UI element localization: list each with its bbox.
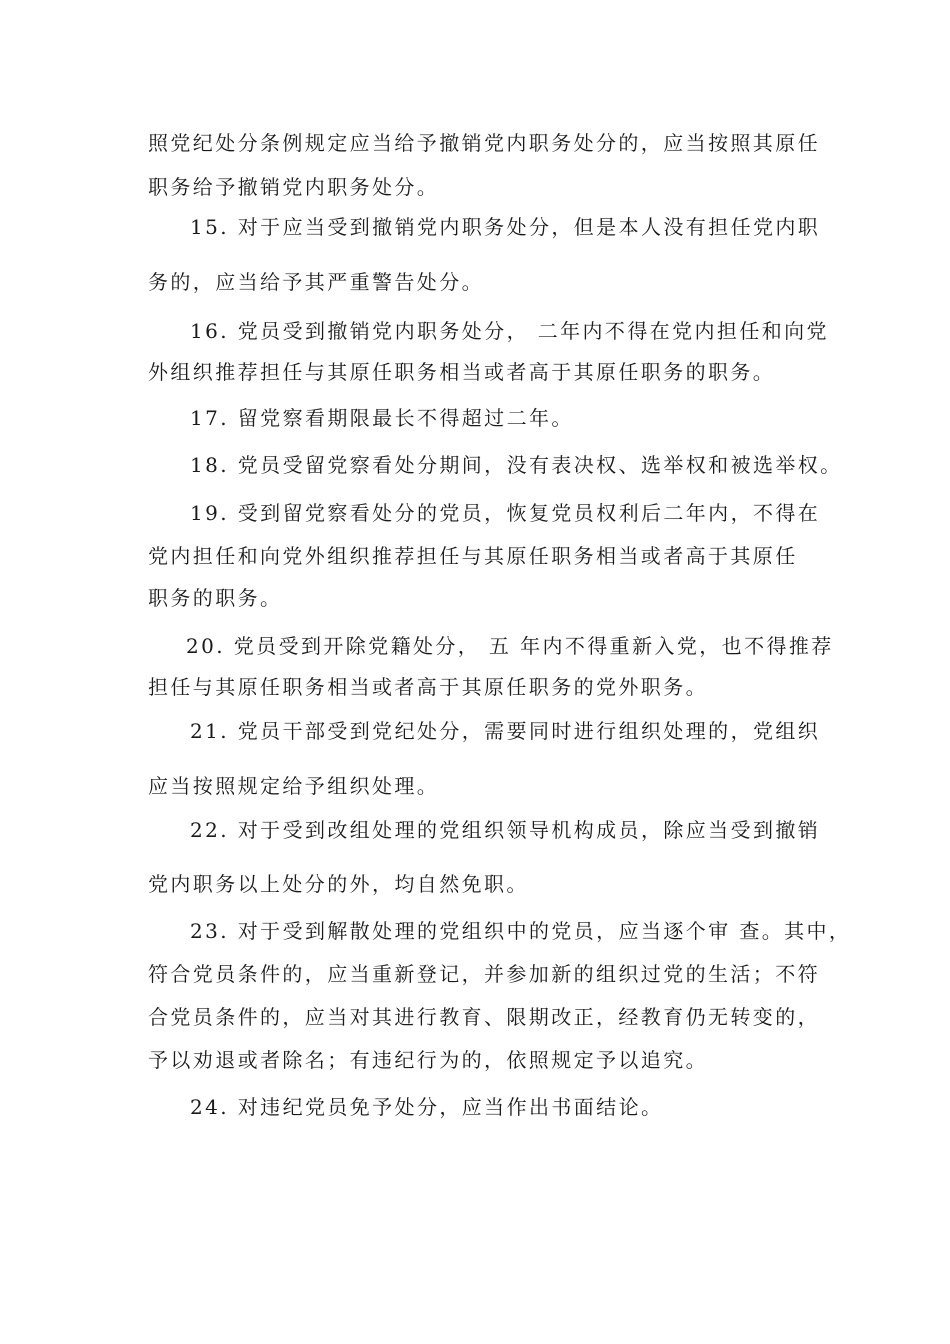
list-item-23: 23. 对于受到解散处理的党组织中的党员，应当逐个审 查。其中， (190, 919, 852, 943)
text-line: 照党纪处分条例规定应当给予撤销党内职务处分的，应当按照其原任 (148, 131, 820, 155)
text-line: 应当按照规定给予组织处理。 (148, 774, 440, 798)
text-line: 合党员条件的，应当对其进行教育、限期改正，经教育仍无转变的， (148, 1005, 820, 1029)
text-line: 职务的职务。 (148, 586, 283, 610)
text-line: 党内职务以上处分的外，均自然免职。 (148, 872, 529, 896)
list-item-17: 17. 留党察看期限最长不得超过二年。 (190, 406, 574, 430)
list-item-21: 21. 党员干部受到党纪处分，需要同时进行组织处理的，党组织 (190, 719, 821, 743)
text-line: 党内担任和向党外组织推荐担任与其原任职务相当或者高于其原任 (148, 544, 798, 568)
list-item-16: 16. 党员受到撤销党内职务处分， 二年内不得在党内担任和向党 (190, 319, 829, 343)
list-item-22: 22. 对于受到改组处理的党组织领导机构成员，除应当受到撤销 (190, 818, 821, 842)
list-item-15: 15. 对于应当受到撤销党内职务处分，但是本人没有担任党内职 (190, 215, 821, 239)
text-line: 予以劝退或者除名；有违纪行为的，依照规定予以追究。 (148, 1048, 708, 1072)
text-line: 符合党员条件的，应当重新登记，并参加新的组织过党的生活；不符 (148, 962, 820, 986)
text-line: 外组织推荐担任与其原任职务相当或者高于其原任职务的职务。 (148, 360, 776, 384)
list-item-19: 19. 受到留党察看处分的党员，恢复党员权利后二年内，不得在 (190, 501, 821, 525)
list-item-24: 24. 对违纪党员免予处分，应当作出书面结论。 (190, 1095, 664, 1119)
list-item-20: 20. 党员受到开除党籍处分， 五 年内不得重新入党，也不得推荐 (186, 634, 834, 658)
list-item-18: 18. 党员受留党察看处分期间，没有表决权、选举权和被选举权。 (190, 453, 843, 477)
text-line: 担任与其原任职务相当或者高于其原任职务的党外职务。 (148, 675, 708, 699)
text-line: 职务给予撤销党内职务处分。 (148, 175, 440, 199)
text-line: 务的，应当给予其严重警告处分。 (148, 270, 484, 294)
